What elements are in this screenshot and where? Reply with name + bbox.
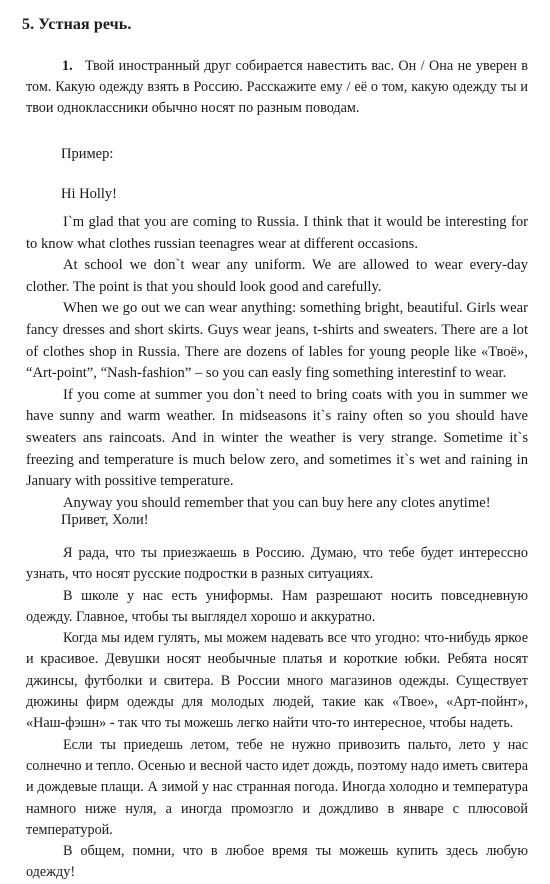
russian-paragraph-3: Когда мы идем гулять, мы можем надевать все что угодно: что-нибудь яркое и красивое. Девушки носят необычные платья и короткие юбки. Ребята носят джинсы, футболки и свитера. В России много магазинов одежды. Существует дюжины фирм одежды для молодых людей, такие как «Твое», «Арт-пойнт», «Наш-фэшн» - так что ты можешь легко найти что-то интересное, чтобы надеть. (26, 630, 528, 732)
task-text: Твой иностранный друг собирается навестить вас. Он / Она не уверен в том. Какую одежду взять в Россию. Расскажите ему / её о том, какую одежду ты и твои одноклассники обычно носят по разным поводам. (26, 58, 528, 116)
english-paragraph-5: Anyway you should remember that you can buy here any clotes anytime! (63, 494, 491, 511)
english-paragraph-2: At school we don`t wear any uniform. We are allowed to wear every-day clother. The point is that you should look good and carefully. (26, 257, 528, 295)
russian-letter (26, 543, 528, 884)
section-title: 5. Устная речь. (22, 16, 132, 33)
russian-greeting: Привет, Холи! (61, 512, 149, 528)
example-label: Пример: (61, 146, 114, 162)
english-greeting: Hi Holly! (61, 186, 117, 202)
task-1 (26, 56, 528, 119)
english-paragraph-4: If you come at summer you don`t need to bring coats with you in summer we have sunny and warm weather. In midseasons it`s rainy often so you should have sweaters ans raincoats. And in winter the weather is very strange. Sometime it`s freezing and temperature is much below zero, and sometimes it`s wet and raining in January with possitive temperature. (26, 386, 528, 490)
english-letter (26, 212, 528, 514)
russian-paragraph-2: В школе у нас есть униформы. Нам разрешают носить повседневную одежду. Главное, чтобы ты выглядел хорошо и аккуратно. (26, 587, 528, 625)
task-number: 1. (62, 58, 73, 74)
english-paragraph-1: I`m glad that you are coming to Russia. I think that it would be interesting for to know what clothes russian teenagres wear at different occasions. (26, 214, 528, 252)
russian-paragraph-5: В общем, помни, что в любое время ты можешь купить здесь любую одежду! (26, 843, 528, 881)
russian-paragraph-4: Если ты приедешь летом, тебе не нужно привозить пальто, лето у нас солнечно и тепло. Осенью и весной часто идет дождь, поэтому надо иметь свитера и дождевые плащи. А зимой у нас странная погода. Иногда холодно и температура намного ниже нуля, а иногда промозгло и дождливо в январе с плюсовой температурой. (26, 736, 528, 838)
english-paragraph-3: When we go out we can wear anything: something bright, beautiful. Girls wear fancy dresses and short skirts. Guys wear jeans, t-shirts and sweaters. There are a lot of clothes shop in Russia. There are dozens of lables for young people like «Твоё», “Art-point”, “Nash-fashion” – so you can easly fing something interestinf to wear. (26, 300, 528, 382)
russian-paragraph-1: Я рада, что ты приезжаешь в Россию. Думаю, что тебе будет интерессно узнать, что носят русские подростки в разных ситуациях. (26, 545, 528, 583)
